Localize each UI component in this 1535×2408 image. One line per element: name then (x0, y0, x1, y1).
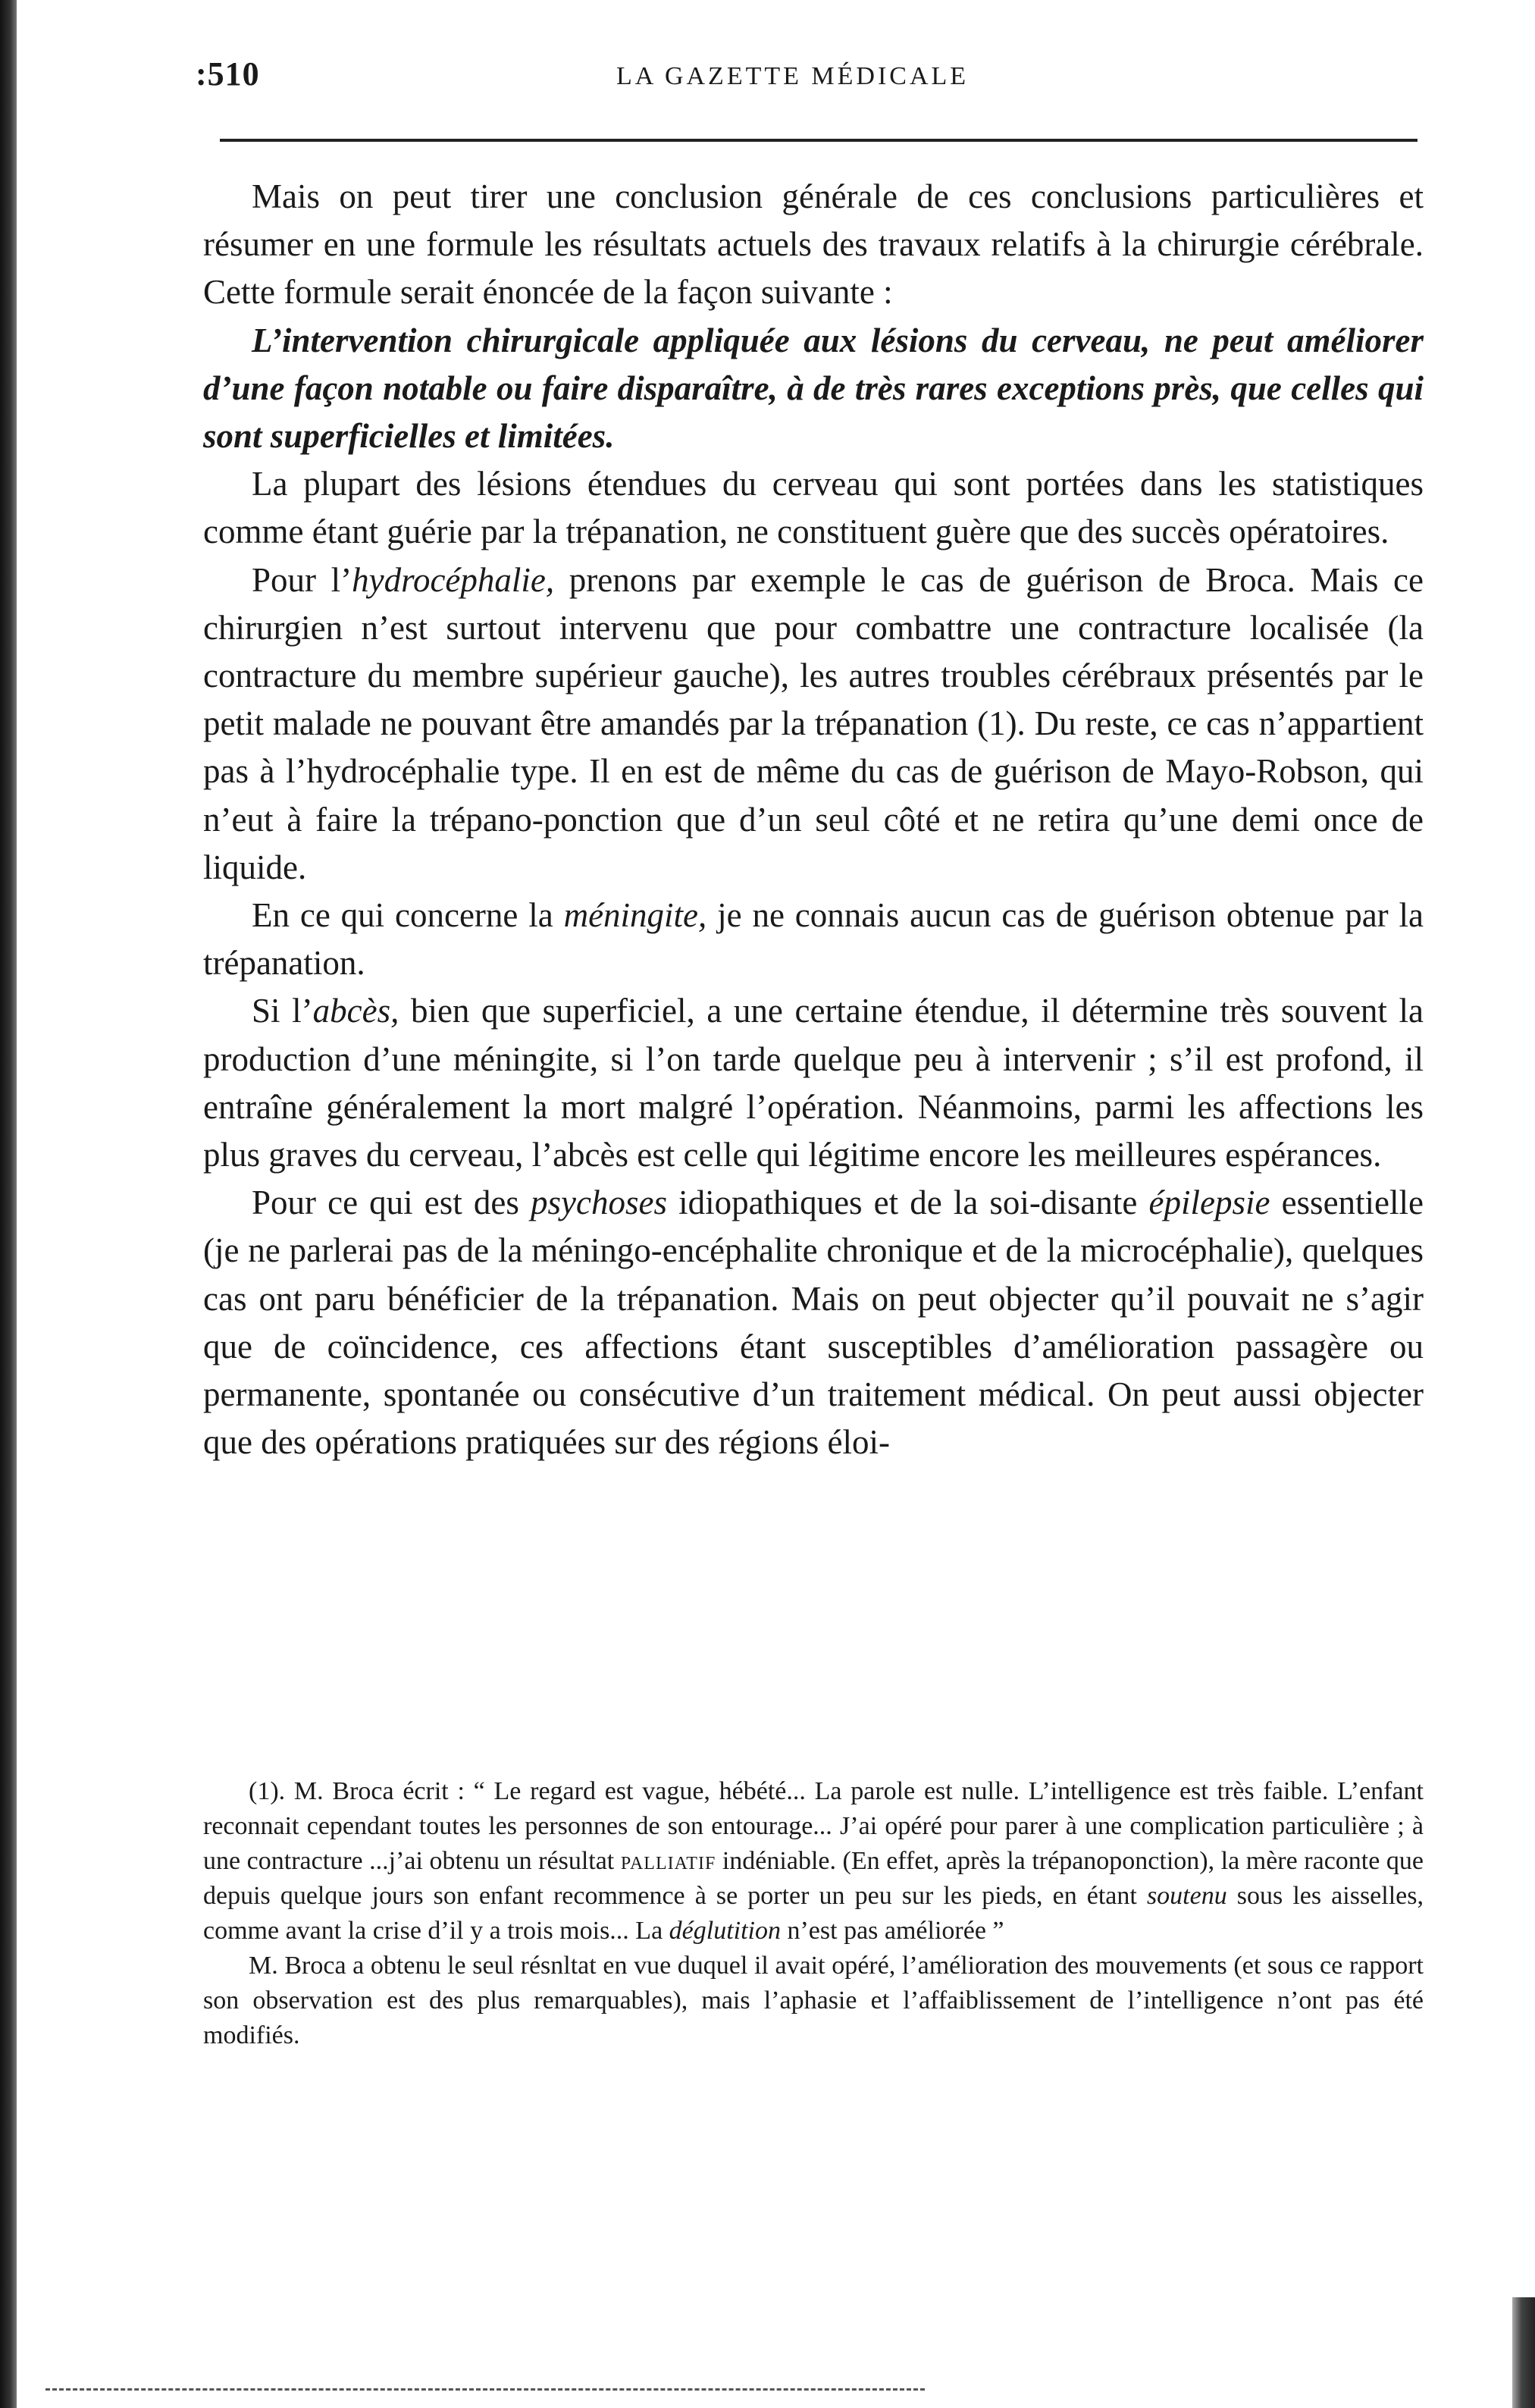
footnotes (203, 1774, 1424, 2053)
paragraph-4-text-b: prenons par exemple le cas de guérison de Broca. Mais ce chirurgien n’est surtout intervenu que pour combattre une contracture localisée (la contracture du membre supérieur gauche), les autres troubles cérébraux présentés par le petit malade ne pouvant être amandés par la trépanation (1). Du reste, ce cas n’appartient pas à l’hydrocéphalie type. Il en est de même du cas de guérison de Mayo-Robson, qui n’eut à faire la trépano-ponction que d’un seul côté et ne retira qu’une demi once de liquide. (203, 560, 1424, 886)
paragraph-6 (203, 987, 1424, 1179)
footnote-2: M. Broca a obtenu le seul résnltat en vue duquel il avait opéré, l’amélioration des mouvements (et sous ce rapport son observation est des plus remarquables), mais l’aphasie et l’affaiblissement de l’intelligence n’ont pas été modifiés. (203, 1952, 1424, 2049)
paragraph-1: Mais on peut tirer une conclusion générale de ces conclusions particulières et résumer en une formule les résultats actuels des travaux relatifs à la chirurgie cérébrale. Cette formule serait énoncée de la façon suivante : (203, 177, 1424, 312)
paragraph-7 (203, 1179, 1424, 1466)
paragraph-7-emphasis-2: épilepsie (1148, 1184, 1270, 1222)
page-number: :510 (196, 55, 260, 92)
paragraph-6-text-a: Si l’ (252, 992, 313, 1030)
paragraph-5-text-b: je ne connais aucun cas de guérison obtenue par la trépanation. (203, 896, 1424, 983)
paragraph-3: La plupart des lésions étendues du cerveau qui sont portées dans les statistiques comme étant guérie par la trépanation, ne constituent guère que des succès opératoires. (203, 465, 1424, 551)
paragraph-7-emphasis-1: psychoses (531, 1184, 667, 1222)
paragraph-6-emphasis: abcès, (312, 992, 399, 1030)
footnote-1-emphasis-1: soutenu (1146, 1882, 1227, 1910)
page-header (196, 55, 1424, 108)
bottom-dashed-line (45, 2388, 925, 2391)
footnote-1-smallcaps: palliatif (620, 1847, 716, 1875)
paragraph-7-text-c: essentielle (je ne parlerai pas de la méningo-encéphalite chronique et de la microcéphalie), quelques cas ont paru bénéficier de la trépanation. Mais on peut objecter qu’il pouvait ne s’agir que de coïncidence, ces affections étant susceptibles d’amélioration passagère ou permanente, spontanée ou consécutive d’un traitement médical. On peut aussi objecter que des opérations pratiquées sur des régions éloi- (203, 1184, 1424, 1462)
paragraph-4-emphasis: hydrocéphalie, (352, 560, 555, 599)
paragraph-5 (203, 892, 1424, 987)
paragraph-5-text-a: En ce qui concerne la (252, 896, 564, 935)
scan-edge-left (0, 0, 17, 2408)
paragraph-7-text-a: Pour ce qui est des (252, 1184, 531, 1222)
scan-edge-right (1512, 2297, 1535, 2408)
footnote-1-text-a: (1). M. Broca écrit : “ Le regard est vague, hébété... La parole est nulle. L’intelligence est très faible. L’enfant reconnait cependant toutes les personnes de son entourage... J’ai opéré pour parer à une complication particulière ; à une contracture ...j’ai obtenu un résultat (203, 1777, 1424, 1875)
footnote-1-text-b: indéniable. (En effet, après la trépanoponction), la mère raconte que depuis quelque jours son enfant recommence à se porter un peu sur les pieds, en étant (203, 1847, 1424, 1910)
paragraph-2-statement: L’intervention chirurgicale appliquée aux lésions du cerveau, ne peut améliorer d’une façon notable ou faire disparaître, à de très rares exceptions près, que celles qui sont superficielles et limitées. (203, 321, 1424, 456)
paragraph-4 (203, 557, 1424, 892)
footnote-1 (203, 1774, 1424, 1949)
paragraph-5-emphasis: méningite, (563, 896, 707, 935)
footnote-1-emphasis-2: déglutition (669, 1917, 781, 1945)
paragraph-6-text-b: bien que superficiel, a une certaine étendue, il détermine très souvent la production d’une méningite, si l’on tarde quelque peu à intervenir ; s’il est profond, il entraîne généralement la mort malgré l’opération. Néanmoins, parmi les affections les plus graves du cerveau, l’abcès est celle qui légitime encore les meilleures espérances. (203, 992, 1424, 1174)
footnote-1-text-c: sous les aisselles, comme avant la crise d’il y a trois mois... La (203, 1882, 1424, 1945)
main-text (203, 173, 1424, 1466)
paragraph-4-text-a: Pour l’ (252, 560, 352, 599)
paragraph-7-text-b: idiopathiques et de la soi-disante (666, 1184, 1149, 1222)
running-title: LA GAZETTE MÉDICALE (616, 62, 970, 90)
header-rule (220, 139, 1418, 142)
footnote-1-text-d: n’est pas améliorée ” (780, 1917, 1004, 1945)
